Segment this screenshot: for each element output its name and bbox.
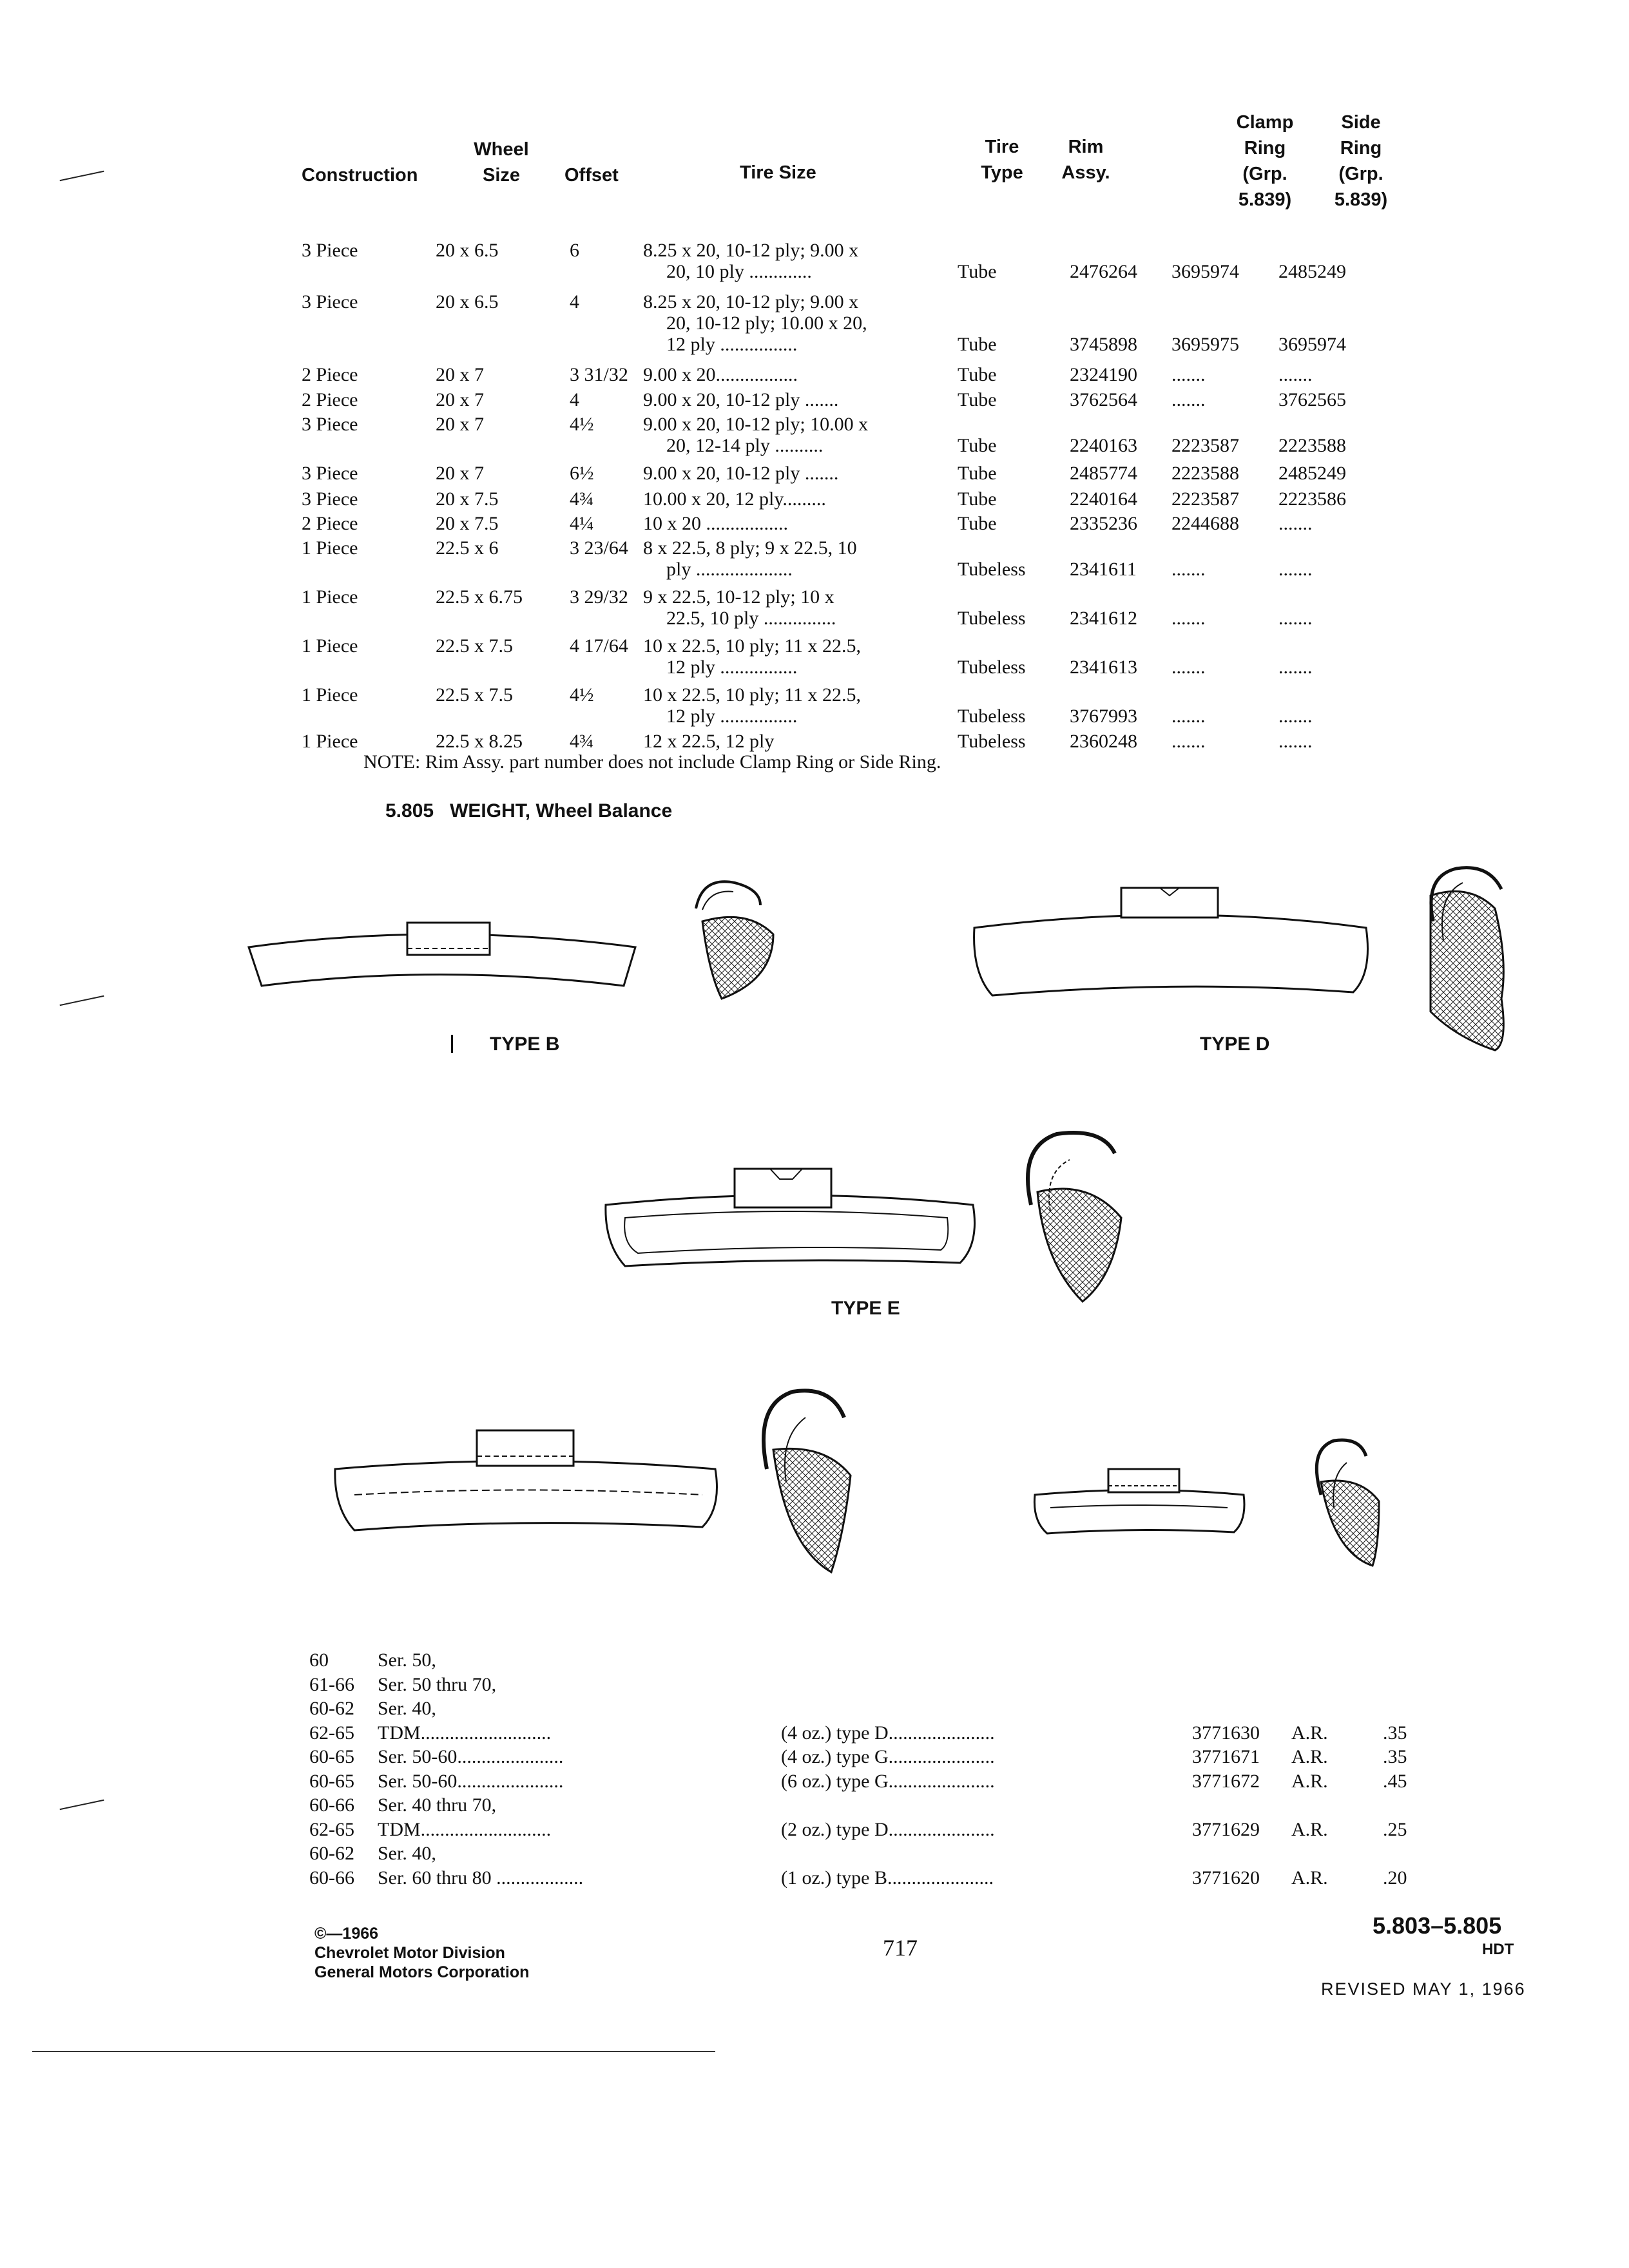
margin-mark	[60, 995, 104, 1006]
part-number: 3771672	[1192, 1771, 1260, 1792]
cell-side-ring: .......	[1278, 657, 1313, 678]
cell-offset: 3 31/32	[570, 364, 628, 385]
cell-construction: 3 Piece	[302, 488, 358, 510]
weight-type-e-section-view	[1005, 1121, 1153, 1308]
part-price: .45	[1383, 1771, 1407, 1792]
cell-construction: 1 Piece	[302, 586, 358, 608]
cell-rim-assy: 2485774	[1070, 463, 1137, 484]
weight-type-g-large-section-view	[747, 1379, 876, 1585]
cell-rim-assy: 2240164	[1070, 488, 1137, 510]
cell-construction: 3 Piece	[302, 291, 358, 312]
cell-tire-size-line: ply ....................	[666, 559, 793, 580]
cell-tire-type: Tubeless	[958, 706, 1026, 727]
cell-tire-type: Tube	[958, 389, 997, 410]
part-application: Ser. 40 thru 70,	[378, 1794, 497, 1816]
cell-rim-assy: 2476264	[1070, 261, 1137, 282]
footer-left	[314, 1924, 529, 1982]
part-price: .25	[1383, 1819, 1407, 1840]
cell-clamp-ring: 2223588	[1171, 463, 1239, 484]
weight-type-g-large-side-view	[329, 1411, 728, 1540]
cell-rim-assy: 3745898	[1070, 334, 1137, 355]
cell-rim-assy: 3767993	[1070, 706, 1137, 727]
weight-type-g-small-side-view	[1031, 1456, 1250, 1546]
part-price: .35	[1383, 1722, 1407, 1744]
cell-construction: 2 Piece	[302, 513, 358, 534]
cell-side-ring: .......	[1278, 364, 1313, 385]
header-tire-type: Tire Type	[981, 137, 1023, 183]
header-wheel-size: Wheel Size	[474, 139, 529, 186]
cell-tire-type: Tube	[958, 261, 997, 282]
cell-rim-assy: 2341611	[1070, 559, 1137, 580]
part-description: (4 oz.) type G......................	[781, 1746, 995, 1767]
cell-clamp-ring: .......	[1171, 731, 1206, 752]
cell-side-ring: 2223586	[1278, 488, 1346, 510]
header-tire-size: Tire Size	[740, 162, 816, 183]
cell-wheel-size: 22.5 x 6	[436, 537, 499, 559]
cell-tire-size-line: 12 ply ................	[666, 706, 798, 727]
cell-rim-assy: 2341613	[1070, 657, 1137, 678]
cell-offset: 3 29/32	[570, 586, 628, 608]
cell-construction: 2 Piece	[302, 389, 358, 410]
weight-type-b-side-view	[245, 889, 657, 992]
cell-wheel-size: 20 x 6.5	[436, 291, 499, 312]
cell-tire-type: Tubeless	[958, 657, 1026, 678]
cell-side-ring: 3695974	[1278, 334, 1346, 355]
part-description: (6 oz.) type G......................	[781, 1771, 995, 1792]
part-years: 60-65	[309, 1746, 354, 1767]
section-code: HDT	[1482, 1941, 1514, 1958]
cell-tire-size-line: 20, 10-12 ply; 10.00 x 20,	[666, 312, 867, 334]
cell-wheel-size: 22.5 x 8.25	[436, 731, 523, 752]
cell-construction: 3 Piece	[302, 240, 358, 261]
cell-tire-size-line: 10 x 22.5, 10 ply; 11 x 22.5,	[643, 684, 862, 706]
weight-type-e-side-view	[599, 1147, 986, 1276]
part-years: 60-66	[309, 1867, 354, 1888]
part-quantity: A.R.	[1291, 1746, 1328, 1767]
cell-offset: 4¼	[570, 513, 594, 534]
cell-wheel-size: 22.5 x 7.5	[436, 635, 513, 657]
cell-tire-size-line: 20, 12-14 ply ..........	[666, 435, 824, 456]
cell-rim-assy: 3762564	[1070, 389, 1137, 410]
cell-offset: 4	[570, 291, 579, 312]
cell-tire-size-line: 10 x 22.5, 10 ply; 11 x 22.5,	[643, 635, 862, 657]
cell-tire-size-line: 9.00 x 20, 10-12 ply .......	[643, 389, 839, 410]
cell-tire-type: Tubeless	[958, 608, 1026, 629]
weight-type-b-section-view	[677, 870, 793, 1005]
part-years: 61-66	[309, 1674, 354, 1695]
cell-offset: 4½	[570, 684, 594, 706]
cell-construction: 1 Piece	[302, 635, 358, 657]
cell-construction: 1 Piece	[302, 684, 358, 706]
section-title	[385, 800, 672, 822]
cell-side-ring: 2485249	[1278, 261, 1346, 282]
header-side-ring: Side Ring (Grp. 5.839)	[1334, 112, 1388, 210]
cell-tire-size-line: 22.5, 10 ply ...............	[666, 608, 836, 629]
part-application: Ser. 50,	[378, 1649, 436, 1671]
cell-clamp-ring: 3695974	[1171, 261, 1239, 282]
bottom-rule	[32, 2051, 715, 2052]
cell-clamp-ring: .......	[1171, 657, 1206, 678]
part-quantity: A.R.	[1291, 1867, 1328, 1888]
cell-side-ring: .......	[1278, 513, 1313, 534]
header-rim-assy: Rim Assy.	[1061, 137, 1110, 183]
part-description: (4 oz.) type D......................	[781, 1722, 995, 1744]
cell-tire-size-line: 8.25 x 20, 10-12 ply; 9.00 x	[643, 291, 859, 312]
part-years: 60	[309, 1649, 329, 1671]
section-number: 5.805	[385, 800, 434, 822]
section-title-rest: Wheel Balance	[535, 800, 673, 822]
part-years: 60-62	[309, 1843, 354, 1864]
part-number: 3771630	[1192, 1722, 1260, 1744]
cell-clamp-ring: .......	[1171, 608, 1206, 629]
part-number: 3771629	[1192, 1819, 1260, 1840]
cell-side-ring: 2223588	[1278, 435, 1346, 456]
cell-clamp-ring: 2244688	[1171, 513, 1239, 534]
type-b-label: TYPE B	[490, 1033, 560, 1055]
section-title-bold: WEIGHT,	[450, 800, 531, 822]
cell-wheel-size: 20 x 7	[436, 463, 484, 484]
header-clamp-ring: Clamp Ring (Grp. 5.839)	[1236, 112, 1294, 210]
cell-tire-size-line: 9.00 x 20, 10-12 ply; 10.00 x	[643, 414, 869, 435]
cell-tire-size-line: 12 ply ................	[666, 334, 798, 355]
cell-rim-assy: 2335236	[1070, 513, 1137, 534]
type-b-marker	[451, 1035, 453, 1053]
part-application: Ser. 40,	[378, 1843, 436, 1864]
cell-construction: 1 Piece	[302, 537, 358, 559]
cell-offset: 6	[570, 240, 579, 261]
cell-wheel-size: 22.5 x 7.5	[436, 684, 513, 706]
cell-clamp-ring: .......	[1171, 559, 1206, 580]
cell-wheel-size: 22.5 x 6.75	[436, 586, 523, 608]
section-range: 5.803–5.805	[1373, 1912, 1502, 1939]
part-application: TDM...........................	[378, 1722, 552, 1744]
header-construction: Construction	[302, 165, 418, 186]
cell-tire-size-line: 10.00 x 20, 12 ply.........	[643, 488, 826, 510]
page-number: 717	[883, 1935, 918, 1961]
part-application: TDM...........................	[378, 1819, 552, 1840]
cell-wheel-size: 20 x 7	[436, 364, 484, 385]
cell-rim-assy: 2324190	[1070, 364, 1137, 385]
cell-side-ring: .......	[1278, 731, 1313, 752]
part-quantity: A.R.	[1291, 1771, 1328, 1792]
cell-offset: 4¾	[570, 731, 594, 752]
part-years: 60-62	[309, 1698, 354, 1719]
cell-construction: 1 Piece	[302, 731, 358, 752]
part-price: .35	[1383, 1746, 1407, 1767]
cell-wheel-size: 20 x 7.5	[436, 488, 499, 510]
cell-clamp-ring: 2223587	[1171, 488, 1239, 510]
cell-wheel-size: 20 x 7	[436, 389, 484, 410]
cell-tire-type: Tubeless	[958, 731, 1026, 752]
part-application: Ser. 40,	[378, 1698, 436, 1719]
margin-mark	[60, 171, 104, 182]
cell-tire-type: Tube	[958, 488, 997, 510]
cell-tire-size-line: 8.25 x 20, 10-12 ply; 9.00 x	[643, 240, 859, 261]
part-years: 62-65	[309, 1722, 354, 1744]
cell-tire-type: Tube	[958, 513, 997, 534]
part-years: 60-66	[309, 1794, 354, 1816]
part-description: (2 oz.) type D......................	[781, 1819, 995, 1840]
cell-clamp-ring: .......	[1171, 364, 1206, 385]
cell-tire-type: Tubeless	[958, 559, 1026, 580]
part-application: Ser. 50-60......................	[378, 1746, 564, 1767]
cell-rim-assy: 2341612	[1070, 608, 1137, 629]
cell-construction: 2 Piece	[302, 364, 358, 385]
part-quantity: A.R.	[1291, 1819, 1328, 1840]
cell-wheel-size: 20 x 7.5	[436, 513, 499, 534]
cell-clamp-ring: 2223587	[1171, 435, 1239, 456]
cell-clamp-ring: 3695975	[1171, 334, 1239, 355]
type-e-label: TYPE E	[831, 1298, 900, 1319]
cell-tire-type: Tube	[958, 364, 997, 385]
part-number: 3771671	[1192, 1746, 1260, 1767]
cell-side-ring: .......	[1278, 706, 1313, 727]
part-description: (1 oz.) type B......................	[781, 1867, 994, 1888]
type-d-label: TYPE D	[1200, 1033, 1270, 1055]
cell-construction: 3 Piece	[302, 463, 358, 484]
cell-offset: 4½	[570, 414, 594, 435]
cell-rim-assy: 2240163	[1070, 435, 1137, 456]
cell-clamp-ring: .......	[1171, 706, 1206, 727]
cell-tire-type: Tube	[958, 435, 997, 456]
cell-side-ring: 3762565	[1278, 389, 1346, 410]
cell-rim-assy: 2360248	[1070, 731, 1137, 752]
division-name: Chevrolet Motor Division	[314, 1944, 505, 1962]
revised-date: REVISED MAY 1, 1966	[1321, 1979, 1526, 1999]
cell-tire-size-line: 9 x 22.5, 10-12 ply; 10 x	[643, 586, 834, 608]
cell-tire-type: Tube	[958, 334, 997, 355]
cell-side-ring: 2485249	[1278, 463, 1346, 484]
part-number: 3771620	[1192, 1867, 1260, 1888]
cell-clamp-ring: .......	[1171, 389, 1206, 410]
part-years: 62-65	[309, 1819, 354, 1840]
cell-tire-size-line: 20, 10 ply .............	[666, 261, 812, 282]
cell-wheel-size: 20 x 6.5	[436, 240, 499, 261]
cell-construction: 3 Piece	[302, 414, 358, 435]
margin-mark	[60, 1800, 104, 1811]
part-quantity: A.R.	[1291, 1722, 1328, 1744]
part-application: Ser. 50-60......................	[378, 1771, 564, 1792]
cell-offset: 4 17/64	[570, 635, 628, 657]
cell-tire-size-line: 10 x 20 .................	[643, 513, 788, 534]
cell-tire-size-line: 12 x 22.5, 12 ply	[643, 731, 775, 752]
part-application: Ser. 60 thru 80 ..................	[378, 1867, 584, 1888]
corporation-name: General Motors Corporation	[314, 1963, 530, 1981]
part-price: .20	[1383, 1867, 1407, 1888]
weight-type-d-section-view	[1418, 857, 1521, 1063]
cell-tire-type: Tube	[958, 463, 997, 484]
cell-tire-size-line: 9.00 x 20.................	[643, 364, 798, 385]
header-offset: Offset	[564, 165, 619, 186]
cell-side-ring: .......	[1278, 608, 1313, 629]
cell-offset: 4¾	[570, 488, 594, 510]
cell-tire-size-line: 8 x 22.5, 8 ply; 9 x 22.5, 10	[643, 537, 857, 559]
cell-tire-size-line: 12 ply ................	[666, 657, 798, 678]
cell-tire-size-line: 9.00 x 20, 10-12 ply .......	[643, 463, 839, 484]
copyright: ©—1966	[314, 1925, 379, 1943]
cell-wheel-size: 20 x 7	[436, 414, 484, 435]
weight-type-g-small-section-view	[1295, 1430, 1398, 1579]
weight-type-d-side-view	[967, 876, 1392, 1005]
table-note: NOTE: Rim Assy. part number does not include Clamp Ring or Side Ring.	[363, 751, 941, 773]
cell-offset: 3 23/64	[570, 537, 628, 559]
cell-offset: 6½	[570, 463, 594, 484]
part-years: 60-65	[309, 1771, 354, 1792]
cell-side-ring: .......	[1278, 559, 1313, 580]
part-application: Ser. 50 thru 70,	[378, 1674, 497, 1695]
cell-offset: 4	[570, 389, 579, 410]
